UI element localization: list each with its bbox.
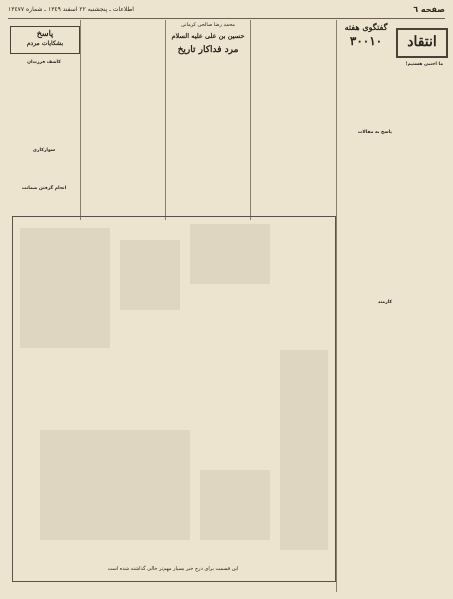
middle-article-body [168,60,248,208]
section-title-box [396,28,448,58]
article-title-2: مرد فداکار تاریخ [177,45,239,55]
complaints-sub-1: کاشف فرزندان [27,60,61,65]
faded-ad-5 [40,430,190,540]
right-column-body-2 [340,60,392,590]
complaints-title-box [10,26,80,54]
midleft-article-body [83,20,163,208]
weekly-heading: گفتگوی هفته [344,22,388,32]
issue-line: اطلاعات ـ پنجشنبه ٢٢ اسفند ١٣٤٩ ـ شماره ١٣٤٧٧ [8,6,134,13]
page-header [8,4,445,19]
column-rule-mid [250,20,251,220]
midright-article-body [253,20,333,208]
column-rule-left [80,20,81,220]
subheading-employee: کارمند [377,300,392,305]
subheading-foreigner: ما اجنبی هستیم! [405,62,443,67]
complaints-title-1: پاسخ [36,28,54,38]
right-column-body [395,70,443,590]
article-title-1: حسین بن علی علیه السلام [171,32,245,40]
complaints-title-2: بشکایات مردم [26,40,64,47]
complaints-sub-2: سوارکاری [32,148,56,153]
faded-ad-1 [20,228,110,348]
column-rule-midleft [165,20,166,220]
blank-notice: این قسمت برای درج خبر بسیار مهم‌تر خالی گذاشته شده است [107,566,239,572]
faded-ad-4 [280,350,328,550]
section-title: انتقاد [407,34,437,50]
complaints-sub-3: انجام گرفتن ضمانت [21,186,67,191]
weekly-number: ۳۰۰۱۰ [349,34,383,48]
page-number: صفحه ٦ [413,5,445,14]
article-author: محمد رضا صالحی کرمانی [181,22,235,28]
faded-ad-2 [120,240,180,310]
subheading-reply: پاسخ به مقالات [357,130,392,135]
faded-ad-6 [200,470,270,540]
faded-ad-3 [190,224,270,284]
column-rule-right [336,20,337,592]
